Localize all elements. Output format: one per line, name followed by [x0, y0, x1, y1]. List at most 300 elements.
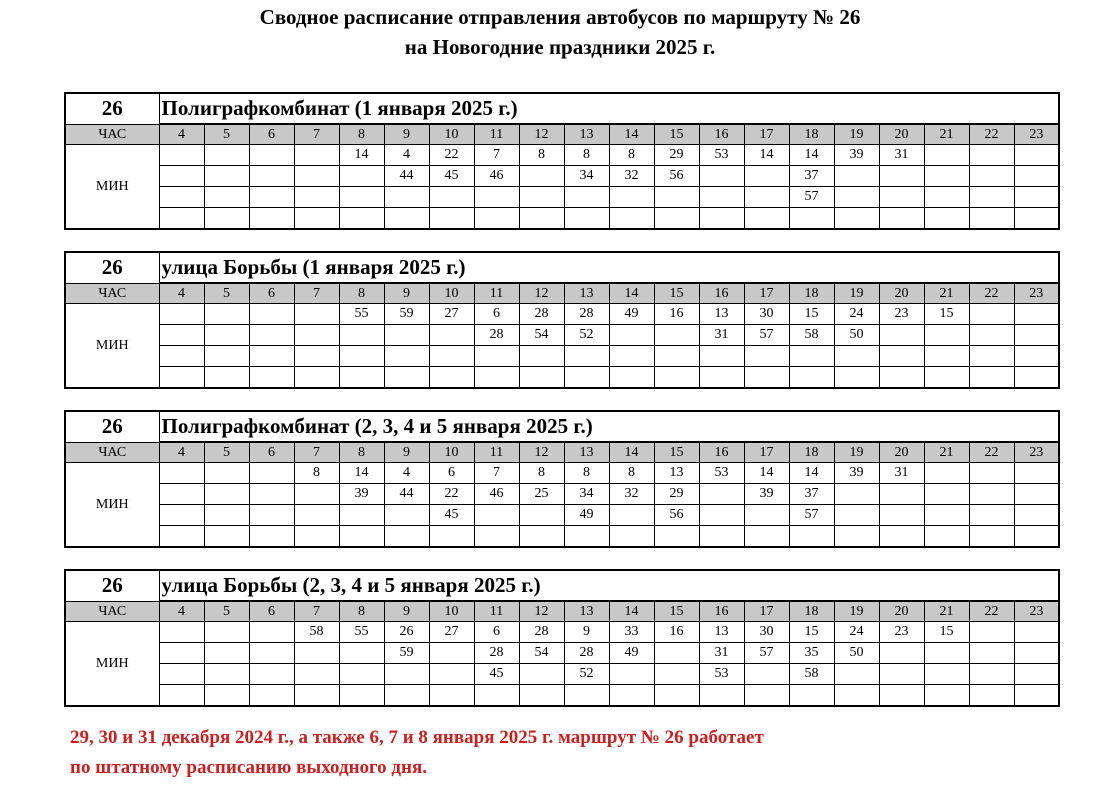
minute-cell	[294, 643, 339, 664]
minute-cell	[474, 367, 519, 389]
minute-cell	[159, 208, 204, 230]
minute-cell: 46	[474, 484, 519, 505]
minute-cell	[834, 208, 879, 230]
route-number: 26	[65, 411, 159, 442]
hour-cell: 8	[339, 601, 384, 622]
minute-cell	[339, 367, 384, 389]
minute-row	[65, 622, 1059, 643]
minute-cell: 31	[879, 145, 924, 166]
minute-cell: 8	[609, 145, 654, 166]
minute-cell	[384, 325, 429, 346]
minute-cell	[204, 484, 249, 505]
minute-cell: 52	[564, 664, 609, 685]
minute-cell: 39	[834, 145, 879, 166]
minute-cell	[1014, 187, 1059, 208]
minute-cell: 45	[474, 664, 519, 685]
minute-cell	[879, 187, 924, 208]
minute-cell	[519, 505, 564, 526]
note-line-1: 29, 30 и 31 декабря 2024 г., а также 6, 7 и 8 января 2025 г. маршрут № 26 работает	[70, 727, 764, 748]
minute-cell: 14	[789, 463, 834, 484]
minute-cell	[609, 505, 654, 526]
minute-cell	[699, 685, 744, 707]
minute-cell: 9	[564, 622, 609, 643]
minute-cell: 6	[474, 304, 519, 325]
hour-cell: 14	[609, 601, 654, 622]
minute-cell: 58	[789, 664, 834, 685]
hour-cell: 15	[654, 442, 699, 463]
minute-cell	[744, 505, 789, 526]
minute-cell	[249, 325, 294, 346]
minute-cell	[294, 346, 339, 367]
minute-cell	[744, 166, 789, 187]
hour-cell: 23	[1014, 442, 1059, 463]
minute-cell	[699, 166, 744, 187]
minute-cell: 28	[519, 304, 564, 325]
minute-cell	[879, 166, 924, 187]
min-label: МИН	[65, 304, 159, 389]
schedule-table	[64, 251, 1060, 389]
minute-row	[65, 325, 1059, 346]
minute-cell	[924, 505, 969, 526]
schedule-table	[64, 410, 1060, 548]
hour-cell: 6	[249, 283, 294, 304]
minute-cell: 30	[744, 622, 789, 643]
minute-cell	[249, 526, 294, 548]
minute-cell	[294, 367, 339, 389]
minute-row	[65, 166, 1059, 187]
hour-cell: 4	[159, 601, 204, 622]
minute-cell: 46	[474, 166, 519, 187]
note-line-2: по штатному расписанию выходного дня.	[70, 757, 428, 778]
minute-cell: 31	[879, 463, 924, 484]
minute-cell: 23	[879, 304, 924, 325]
minute-cell	[294, 505, 339, 526]
minute-cell	[159, 664, 204, 685]
stop-name: улица Борьбы (2, 3, 4 и 5 января 2025 г.)	[159, 570, 1059, 601]
minute-cell	[339, 325, 384, 346]
minute-cell	[204, 187, 249, 208]
minute-cell: 31	[699, 325, 744, 346]
minute-cell	[969, 145, 1014, 166]
minute-row	[65, 304, 1059, 325]
hour-cell: 10	[429, 442, 474, 463]
minute-cell: 56	[654, 166, 699, 187]
minute-cell	[654, 187, 699, 208]
minute-cell	[339, 643, 384, 664]
minute-cell	[699, 346, 744, 367]
hour-cell: 21	[924, 601, 969, 622]
minute-cell	[1014, 346, 1059, 367]
minute-cell	[204, 166, 249, 187]
minute-cell	[1014, 505, 1059, 526]
minute-cell: 39	[834, 463, 879, 484]
minute-cell	[429, 346, 474, 367]
minute-cell	[294, 145, 339, 166]
minute-cell	[249, 505, 294, 526]
minute-cell: 25	[519, 484, 564, 505]
stop-name: улица Борьбы (1 января 2025 г.)	[159, 252, 1059, 283]
minute-cell	[609, 367, 654, 389]
minute-cell: 39	[744, 484, 789, 505]
minute-cell	[609, 187, 654, 208]
hour-cell: 21	[924, 442, 969, 463]
minute-cell	[519, 187, 564, 208]
minute-cell: 29	[654, 145, 699, 166]
title-line-1: Сводное расписание отправления автобусов по маршруту № 26	[259, 5, 861, 29]
minute-cell	[159, 484, 204, 505]
min-label: МИН	[65, 463, 159, 548]
minute-cell	[654, 208, 699, 230]
hour-cell: 16	[699, 442, 744, 463]
minute-cell: 58	[789, 325, 834, 346]
minute-cell	[924, 685, 969, 707]
minute-cell	[609, 664, 654, 685]
minute-cell: 27	[429, 304, 474, 325]
minute-cell	[339, 187, 384, 208]
hour-cell: 6	[249, 124, 294, 145]
minute-cell: 29	[654, 484, 699, 505]
hour-cell: 16	[699, 124, 744, 145]
minute-cell	[249, 664, 294, 685]
minute-cell: 55	[339, 622, 384, 643]
minute-cell: 15	[924, 304, 969, 325]
minute-cell	[879, 484, 924, 505]
minute-cell: 13	[699, 622, 744, 643]
minute-cell	[834, 187, 879, 208]
minute-cell	[924, 208, 969, 230]
hour-cell: 18	[789, 124, 834, 145]
minute-cell	[249, 304, 294, 325]
minute-cell	[339, 526, 384, 548]
minute-cell	[159, 622, 204, 643]
hour-cell: 20	[879, 442, 924, 463]
minute-cell: 53	[699, 145, 744, 166]
minute-cell	[294, 664, 339, 685]
hour-cell: 4	[159, 442, 204, 463]
minute-cell	[1014, 463, 1059, 484]
minute-cell	[339, 208, 384, 230]
minute-cell: 8	[564, 463, 609, 484]
minute-cell	[834, 685, 879, 707]
minute-cell	[969, 304, 1014, 325]
minute-cell	[564, 187, 609, 208]
hour-cell: 7	[294, 442, 339, 463]
hour-cell: 17	[744, 601, 789, 622]
hour-cell: 9	[384, 283, 429, 304]
minute-cell: 8	[294, 463, 339, 484]
minute-cell	[159, 526, 204, 548]
minute-cell	[564, 685, 609, 707]
minute-cell: 34	[564, 166, 609, 187]
minute-cell	[159, 346, 204, 367]
minute-cell	[339, 685, 384, 707]
minute-cell	[789, 208, 834, 230]
minute-cell	[879, 505, 924, 526]
minute-row	[65, 367, 1059, 389]
minute-cell	[474, 208, 519, 230]
hour-cell: 16	[699, 601, 744, 622]
minute-cell	[429, 187, 474, 208]
route-number: 26	[65, 252, 159, 283]
minute-cell	[879, 367, 924, 389]
hour-cell: 9	[384, 124, 429, 145]
minute-cell	[744, 526, 789, 548]
hour-cell: 13	[564, 124, 609, 145]
minute-cell	[924, 463, 969, 484]
hour-label: ЧАС	[65, 283, 159, 304]
minute-cell	[564, 526, 609, 548]
hour-cell: 21	[924, 124, 969, 145]
minute-row	[65, 526, 1059, 548]
minute-cell	[924, 166, 969, 187]
minute-cell	[204, 367, 249, 389]
minute-cell	[1014, 166, 1059, 187]
hour-cell: 5	[204, 601, 249, 622]
minute-cell: 52	[564, 325, 609, 346]
minute-cell	[204, 145, 249, 166]
minute-cell	[294, 304, 339, 325]
minute-cell	[159, 367, 204, 389]
minute-cell	[159, 505, 204, 526]
minute-cell	[339, 664, 384, 685]
minute-cell	[204, 622, 249, 643]
minute-cell	[384, 346, 429, 367]
minute-cell	[249, 685, 294, 707]
hour-cell: 15	[654, 124, 699, 145]
hour-cell: 14	[609, 442, 654, 463]
minute-cell	[294, 685, 339, 707]
minute-cell	[294, 325, 339, 346]
minute-cell: 33	[609, 622, 654, 643]
hour-cell: 8	[339, 124, 384, 145]
hour-cell: 18	[789, 601, 834, 622]
minute-cell	[519, 346, 564, 367]
minute-cell: 37	[789, 166, 834, 187]
minute-cell	[474, 187, 519, 208]
minute-cell	[699, 484, 744, 505]
hour-cell: 11	[474, 283, 519, 304]
minute-cell	[789, 685, 834, 707]
minute-row	[65, 346, 1059, 367]
hour-cell: 23	[1014, 283, 1059, 304]
minute-cell	[204, 664, 249, 685]
hour-cell: 19	[834, 283, 879, 304]
title-line-2: на Новогодние праздники 2025 г.	[404, 35, 716, 59]
hour-cell: 11	[474, 124, 519, 145]
minute-cell	[429, 664, 474, 685]
minute-cell	[204, 526, 249, 548]
minute-cell	[429, 643, 474, 664]
minute-cell: 28	[519, 622, 564, 643]
minute-cell	[159, 685, 204, 707]
minute-cell: 23	[879, 622, 924, 643]
stop-name: Полиграфкомбинат (2, 3, 4 и 5 января 2025 г.)	[159, 411, 1059, 442]
minute-cell	[1014, 367, 1059, 389]
minute-cell: 32	[609, 166, 654, 187]
minute-cell: 49	[609, 304, 654, 325]
minute-cell	[159, 463, 204, 484]
hour-cell: 19	[834, 124, 879, 145]
minute-cell: 50	[834, 325, 879, 346]
minute-cell	[159, 187, 204, 208]
minute-cell	[204, 325, 249, 346]
minute-cell	[204, 304, 249, 325]
minute-cell	[294, 166, 339, 187]
hour-cell: 17	[744, 283, 789, 304]
minute-cell: 6	[429, 463, 474, 484]
minute-cell	[924, 325, 969, 346]
minute-cell	[429, 367, 474, 389]
minute-cell	[204, 685, 249, 707]
minute-cell	[519, 685, 564, 707]
minute-cell	[519, 664, 564, 685]
minute-cell	[699, 526, 744, 548]
minute-cell: 44	[384, 484, 429, 505]
hour-cell: 6	[249, 601, 294, 622]
hour-cell: 13	[564, 283, 609, 304]
hour-cell: 7	[294, 283, 339, 304]
minute-cell: 14	[339, 463, 384, 484]
minute-cell	[654, 643, 699, 664]
hour-label: ЧАС	[65, 124, 159, 145]
minute-cell: 15	[789, 622, 834, 643]
minute-cell	[204, 643, 249, 664]
hour-cell: 10	[429, 601, 474, 622]
minute-cell	[159, 166, 204, 187]
hour-cell: 8	[339, 283, 384, 304]
minute-cell	[384, 187, 429, 208]
minute-cell	[924, 187, 969, 208]
minute-cell	[384, 664, 429, 685]
minute-cell	[339, 166, 384, 187]
hour-cell: 18	[789, 442, 834, 463]
hour-cell: 19	[834, 442, 879, 463]
minute-row	[65, 187, 1059, 208]
minute-cell	[879, 208, 924, 230]
minute-cell	[564, 346, 609, 367]
minute-cell: 44	[384, 166, 429, 187]
minute-cell	[969, 505, 1014, 526]
minute-cell	[564, 367, 609, 389]
hour-cell: 17	[744, 124, 789, 145]
minute-cell	[969, 463, 1014, 484]
minute-cell	[429, 685, 474, 707]
minute-cell: 50	[834, 643, 879, 664]
minute-cell	[654, 346, 699, 367]
hour-cell: 22	[969, 283, 1014, 304]
minute-cell	[384, 526, 429, 548]
minute-cell	[249, 187, 294, 208]
minute-cell	[429, 325, 474, 346]
minute-cell	[969, 367, 1014, 389]
minute-cell	[924, 367, 969, 389]
hour-cell: 13	[564, 442, 609, 463]
minute-cell	[744, 685, 789, 707]
hour-cell: 10	[429, 124, 474, 145]
minute-cell: 15	[789, 304, 834, 325]
minute-cell	[654, 664, 699, 685]
minute-cell	[789, 367, 834, 389]
minute-cell	[1014, 664, 1059, 685]
minute-cell	[609, 325, 654, 346]
minute-cell	[294, 208, 339, 230]
minute-cell	[519, 208, 564, 230]
minute-cell	[249, 346, 294, 367]
minute-cell	[969, 685, 1014, 707]
minute-cell: 13	[654, 463, 699, 484]
minute-cell	[969, 325, 1014, 346]
schedule-table	[64, 569, 1060, 707]
schedule-note	[70, 723, 1070, 783]
minute-cell	[969, 664, 1014, 685]
minute-cell: 57	[744, 325, 789, 346]
minute-cell: 22	[429, 145, 474, 166]
minute-cell: 28	[564, 304, 609, 325]
minute-cell	[834, 166, 879, 187]
minute-cell	[249, 367, 294, 389]
minute-cell	[384, 685, 429, 707]
minute-cell	[834, 526, 879, 548]
minute-cell: 30	[744, 304, 789, 325]
minute-cell	[924, 526, 969, 548]
hour-cell: 15	[654, 601, 699, 622]
minute-cell	[654, 526, 699, 548]
minute-cell: 14	[744, 145, 789, 166]
hour-cell: 16	[699, 283, 744, 304]
minute-cell	[699, 367, 744, 389]
hour-cell: 12	[519, 442, 564, 463]
minute-cell	[654, 685, 699, 707]
minute-cell: 54	[519, 643, 564, 664]
minute-cell	[294, 187, 339, 208]
hour-cell: 22	[969, 442, 1014, 463]
minute-cell: 57	[744, 643, 789, 664]
minute-cell	[249, 166, 294, 187]
hour-cell: 12	[519, 124, 564, 145]
minute-row	[65, 643, 1059, 664]
stop-name: Полиграфкомбинат (1 января 2025 г.)	[159, 93, 1059, 124]
minute-cell: 35	[789, 643, 834, 664]
minute-cell: 16	[654, 304, 699, 325]
minute-cell	[744, 187, 789, 208]
minute-cell	[474, 505, 519, 526]
minute-cell: 49	[564, 505, 609, 526]
minute-cell	[204, 208, 249, 230]
minute-row	[65, 208, 1059, 230]
hour-cell: 9	[384, 442, 429, 463]
hour-cell: 5	[204, 124, 249, 145]
minute-cell: 7	[474, 145, 519, 166]
minute-cell: 39	[339, 484, 384, 505]
minute-cell	[879, 685, 924, 707]
hour-cell: 14	[609, 124, 654, 145]
hour-cell: 10	[429, 283, 474, 304]
minute-cell: 56	[654, 505, 699, 526]
hour-cell: 4	[159, 283, 204, 304]
hour-cell: 8	[339, 442, 384, 463]
minute-row	[65, 463, 1059, 484]
minute-cell: 6	[474, 622, 519, 643]
minute-cell: 14	[339, 145, 384, 166]
minute-cell	[699, 505, 744, 526]
minute-cell: 15	[924, 622, 969, 643]
minute-cell	[969, 643, 1014, 664]
minute-cell: 24	[834, 622, 879, 643]
minute-row	[65, 685, 1059, 707]
minute-cell	[834, 484, 879, 505]
minute-cell	[519, 166, 564, 187]
minute-cell	[474, 685, 519, 707]
